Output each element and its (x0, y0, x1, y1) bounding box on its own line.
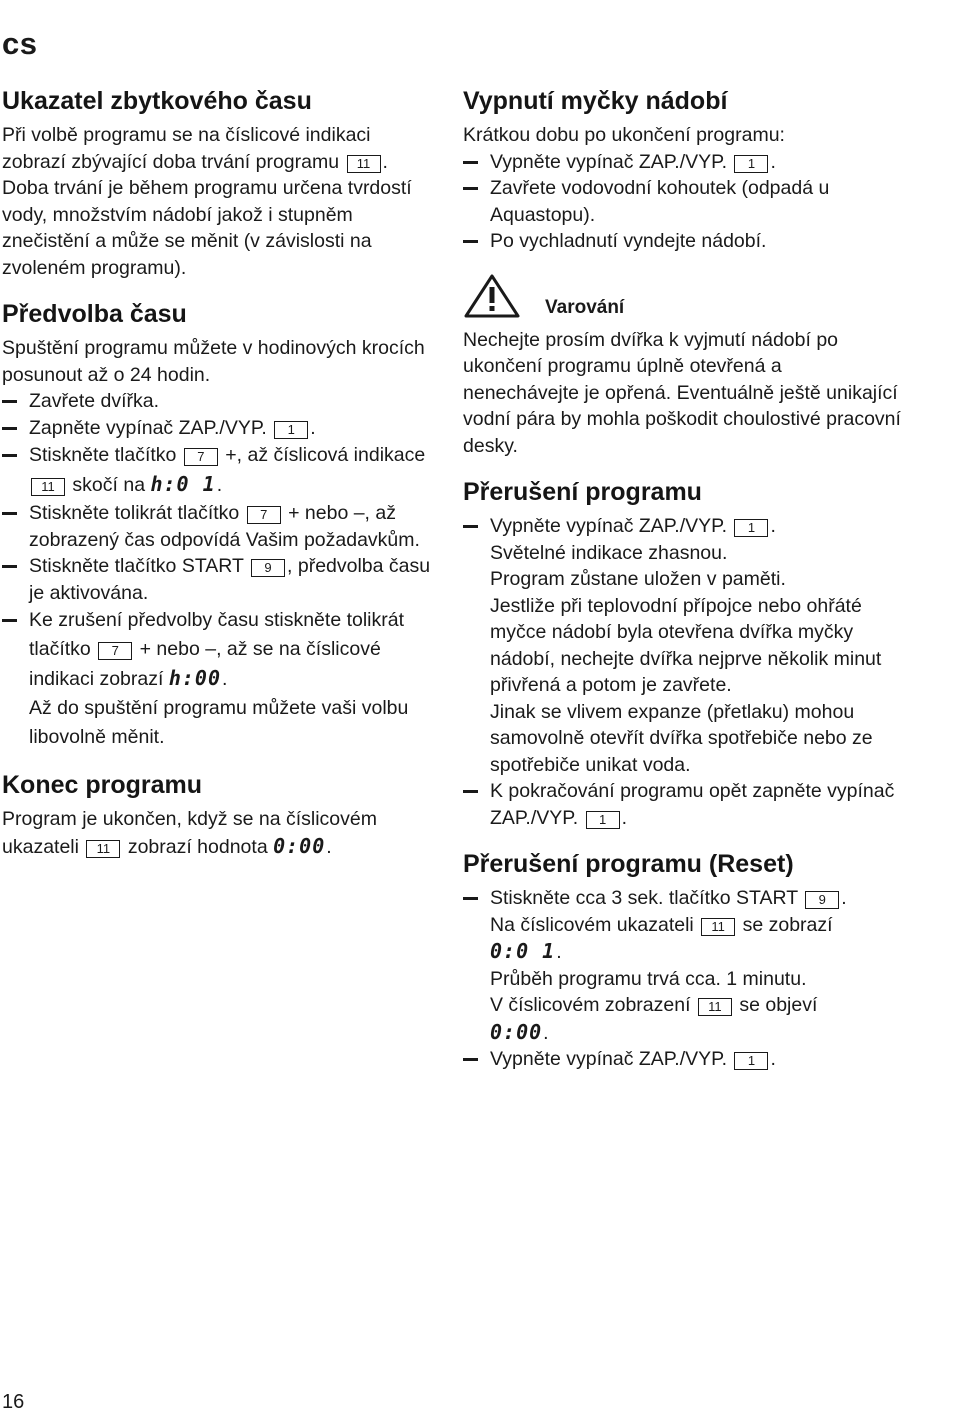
reset-list (463, 885, 903, 1073)
key-power-1: 1 (734, 519, 768, 537)
key-display-11: 11 (347, 155, 381, 173)
list-item: Zapněte vypínač ZAP./VYP. 1 . (2, 415, 434, 442)
heading-program-reset: Přerušení programu (Reset) (463, 850, 794, 878)
display-readout-000: 0:00 (490, 1019, 543, 1044)
list-item: Ke zrušení předvolby času stiskněte tolikrát tlačítko 7 + nebo –, až se na číslicové indikaci zobrazí h:00. Až do spuštění programu můžete vaši volbu libovolně měnit. (2, 606, 434, 752)
right-column (463, 86, 903, 1073)
list-item: Stiskněte tlačítko 7 +, až číslicová indikace 11 skočí na h:0 1. (2, 441, 434, 500)
key-power-1: 1 (734, 155, 768, 173)
key-plus-7: 7 (98, 642, 132, 660)
key-plus-7: 7 (184, 448, 218, 466)
page-number: 16 (2, 1391, 25, 1413)
warning-label: Varování (545, 296, 625, 318)
key-display-11: 11 (86, 840, 120, 858)
left-column (2, 86, 434, 860)
warning-text: Nechejte prosím dvířka k vyjmutí nádobí po ukončení programu úplně otevřená a nenechávejte je opřená. Eventuálně ještě unikající vodní pára by mohla poškodit choulostivé pracovní desky. (463, 328, 901, 457)
list-item: Vypněte vypínač ZAP./VYP. 1 . Světelné indikace zhasnou. Program zůstane uložen v paměti. Jestliže při teplovodní přípojce nebo ohřáté myčce nádobí byla otevřena dvířka myčky nádobí, nechejte dvířka nejprve několik minut přivřená a potom je zavřete. Jinak se vlivem expanze (přetlaku) mohou samovolně otevřít dvířka spotřebiče nebo ze spotřebiče unikat voda. (463, 513, 903, 778)
display-readout-h01: h:0 1 (150, 472, 216, 496)
list-item: K pokračování programu opět zapněte vypínač ZAP./VYP. 1 . (463, 778, 903, 831)
key-plus-7: 7 (247, 506, 281, 524)
list-item: Stiskněte cca 3 sek. tlačítko START 9 . Na číslicovém ukazateli 11 se zobrazí 0:0 1. Průběh programu trvá cca. 1 minutu. V číslicovém zobrazení 11 se objeví 0:00. (463, 885, 903, 1046)
key-display-11: 11 (701, 918, 735, 936)
heading-program-interrupt: Přerušení programu (463, 478, 702, 506)
display-readout-001: 0:0 1 (490, 939, 556, 963)
list-item: Stiskněte tolikrát tlačítko 7 + nebo –, až zobrazený čas odpovídá Vašim požadavkům. (2, 500, 434, 553)
paragraph-delay-intro: Spuštění programu můžete v hodinových krocích posunout až o 24 hodin. (2, 337, 425, 386)
list-item: Vypněte vypínač ZAP./VYP. 1 . (463, 1046, 903, 1073)
switch-off-list (463, 149, 903, 255)
heading-program-end: Konec programu (2, 771, 203, 799)
list-item: Zavřete dvířka. (2, 388, 434, 415)
heading-delay-start: Předvolba času (2, 300, 187, 328)
list-item: Zavřete vodovodní kohoutek (odpadá u Aquastopu). (463, 175, 903, 228)
list-item: Vypněte vypínač ZAP./VYP. 1 . (463, 149, 903, 176)
key-power-1: 1 (734, 1052, 768, 1070)
heading-remaining-time: Ukazatel zbytkového času (2, 87, 312, 115)
paragraph-program-end: Program je ukončen, když se na číslicovém ukazateli 11 zobrazí hodnota 0:00. (2, 808, 377, 858)
delay-steps-list (2, 388, 434, 752)
list-item: Po vychladnutí vyndejte nádobí. (463, 228, 903, 255)
display-readout-h00: h:00 (168, 666, 221, 690)
interrupt-list (463, 513, 903, 831)
paragraph-remaining-time-2: Doba trvání je během programu určena tvrdostí vody, množstvím nádobí jakož i stupněm znečistění a může se měnit (v závislosti na zvoleném programu). (2, 177, 412, 279)
paragraph-switch-off-intro: Krátkou dobu po ukončení programu: (463, 124, 785, 146)
key-power-1: 1 (586, 811, 620, 829)
warning-block (463, 273, 903, 319)
key-display-11: 11 (698, 998, 732, 1016)
language-code: cs (2, 26, 38, 61)
display-readout-000: 0:00 (273, 833, 326, 858)
paragraph-remaining-time-1: Při volbě programu se na číslicové indikaci zobrazí zbývající doba trvání programu 11 . (2, 124, 388, 173)
key-display-11: 11 (31, 478, 65, 496)
key-power-1: 1 (274, 421, 308, 439)
heading-switch-off: Vypnutí myčky nádobí (463, 87, 728, 115)
warning-triangle-icon (463, 273, 521, 319)
key-start-9: 9 (805, 891, 839, 909)
key-start-9: 9 (251, 559, 285, 577)
list-item: Stiskněte tlačítko START 9 , předvolba času je aktivována. (2, 553, 434, 606)
